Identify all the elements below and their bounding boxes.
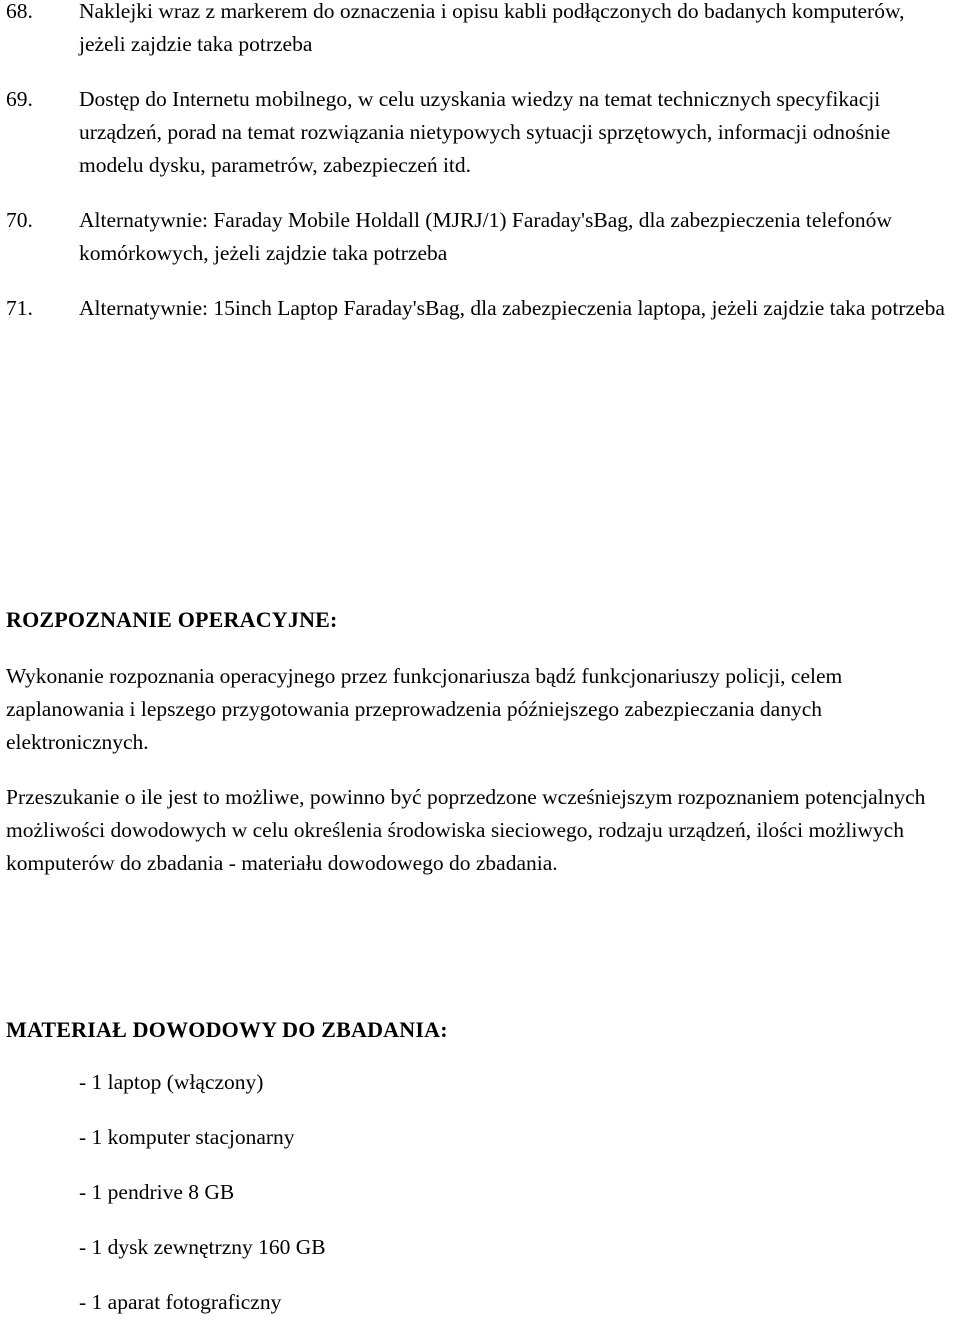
item-number: 71. [6,296,33,320]
list-item [6,83,956,182]
evidence-heading: MATERIAŁ DOWODOWY DO ZBADANIA: [6,1017,448,1042]
item-text: Naklejki wraz z markerem do oznaczenia i opisu kabli podłączonych do badanych komputerów, jeżeli zajdzie taka potrzeba [79,0,905,56]
item-number: 68. [6,0,33,23]
list-item [6,0,956,61]
evidence-item: - 1 komputer stacjonarny [79,1125,295,1149]
evidence-item: - 1 laptop (włączony) [79,1070,264,1094]
evidence-item: - 1 dysk zewnętrzny 160 GB [79,1235,326,1259]
list-item [6,292,956,325]
recon-paragraph-2: Przeszukanie o ile jest to możliwe, powinno być poprzedzone wcześniejszym rozpoznaniem potencjalnych możliwości dowodowych w celu określenia środowiska sieciowego, rodzaju urządzeń, ilości możliwych komputerów do zbadania - materiału dowodowego do zbadania. [6,785,926,875]
item-text: Alternatywnie: 15inch Laptop Faraday'sBag, dla zabezpieczenia laptopa, jeżeli zajdzie taka potrzeba [79,296,945,320]
item-text: Dostęp do Internetu mobilnego, w celu uzyskania wiedzy na temat technicznych specyfikacji urządzeń, porad na temat rozwiązania nietypowych sytuacji sprzętowych, informacji odnośnie modelu dysku, parametrów, zabezpieczeń itd. [79,87,891,177]
evidence-list [79,1066,326,1341]
list-item [6,204,956,270]
recon-heading: ROZPOZNANIE OPERACYJNE: [6,607,338,632]
item-number: 70. [6,208,33,232]
recon-paragraph-1: Wykonanie rozpoznania operacyjnego przez funkcjonariusza bądź funkcjonariuszy policji, celem zaplanowania i lepszego przygotowania przeprowadzenia późniejszego zabezpieczania danych elektronicznych. [6,664,843,754]
evidence-item: - 1 aparat fotograficzny [79,1290,282,1314]
evidence-item: - 1 pendrive 8 GB [79,1180,235,1204]
item-number: 69. [6,87,33,111]
equipment-list [6,0,956,325]
item-text: Alternatywnie: Faraday Mobile Holdall (MJRJ/1) Faraday'sBag, dla zabezpieczenia telefonów komórkowych, jeżeli zajdzie taka potrzeba [79,208,892,265]
